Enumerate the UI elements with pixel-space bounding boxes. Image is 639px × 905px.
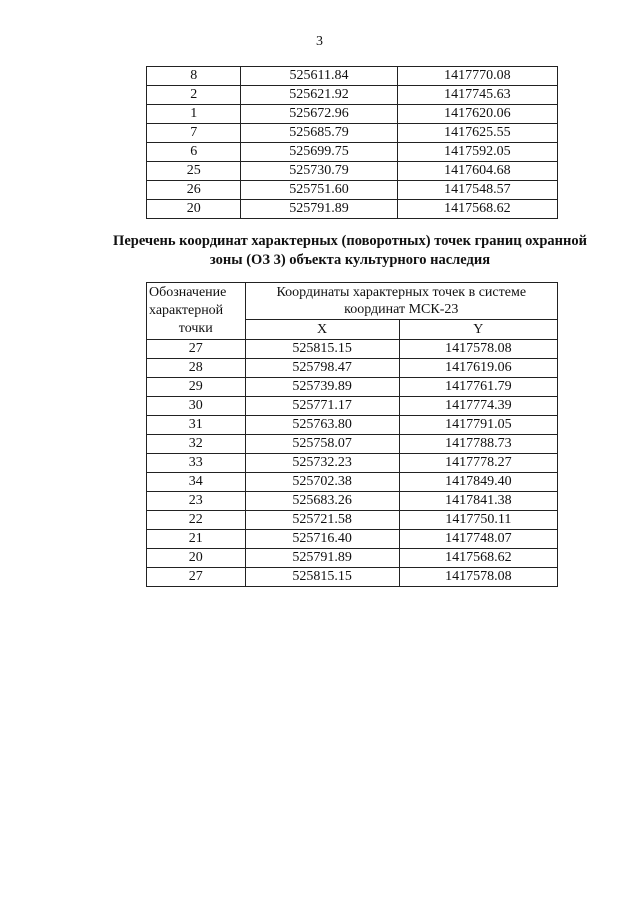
point-cell: 1 (147, 105, 241, 124)
table-row (147, 86, 558, 105)
header-y: Y (399, 319, 557, 339)
table-row (147, 416, 558, 435)
y-cell: 1417748.07 (399, 530, 557, 549)
table-row (147, 492, 558, 511)
y-cell: 1417770.08 (397, 67, 557, 86)
x-cell: 525685.79 (241, 124, 397, 143)
table-row (147, 162, 558, 181)
x-cell: 525791.89 (245, 549, 399, 568)
table-row (147, 359, 558, 378)
table-row (147, 568, 558, 587)
x-cell: 525791.89 (241, 200, 397, 219)
y-cell: 1417761.79 (399, 378, 557, 397)
y-cell: 1417619.06 (399, 359, 557, 378)
table-row (147, 397, 558, 416)
point-cell: 27 (147, 340, 246, 359)
header-x: X (245, 319, 399, 339)
x-cell: 525739.89 (245, 378, 399, 397)
x-cell: 525716.40 (245, 530, 399, 549)
x-cell: 525721.58 (245, 511, 399, 530)
header-point-line-2: характерной (149, 303, 224, 318)
header-coordinates (245, 283, 557, 320)
y-cell: 1417745.63 (397, 86, 557, 105)
section-heading (60, 232, 639, 270)
table-body (147, 340, 558, 587)
y-cell: 1417841.38 (399, 492, 557, 511)
heading-line-2: зоны (ОЗ 3) объекта культурного наследия (209, 252, 491, 268)
header-coordinates-line-1: Координаты характерных точек в системе (276, 284, 527, 300)
header-point-line-3: точки (178, 321, 213, 336)
y-cell: 1417568.62 (397, 200, 557, 219)
table-row (147, 511, 558, 530)
point-cell: 32 (147, 435, 246, 454)
table-row (147, 105, 558, 124)
table-row (147, 340, 558, 359)
point-cell: 27 (147, 568, 246, 587)
header-row-1 (147, 283, 558, 320)
point-cell: 29 (147, 378, 246, 397)
point-cell: 8 (147, 67, 241, 86)
x-cell: 525815.15 (245, 340, 399, 359)
table-row (147, 124, 558, 143)
x-cell: 525815.15 (245, 568, 399, 587)
y-cell: 1417625.55 (397, 124, 557, 143)
x-cell: 525699.75 (241, 143, 397, 162)
header-point-line-1: Обозначение (149, 285, 227, 300)
coordinates-table-continued (146, 66, 558, 219)
y-cell: 1417578.08 (399, 340, 557, 359)
page-number: 3 (316, 34, 323, 49)
table-row (147, 530, 558, 549)
header-point-designation (147, 283, 246, 340)
table-row (147, 378, 558, 397)
point-cell: 2 (147, 86, 241, 105)
point-cell: 22 (147, 511, 246, 530)
point-cell: 23 (147, 492, 246, 511)
table-row (147, 181, 558, 200)
x-cell: 525732.23 (245, 454, 399, 473)
table-row (147, 200, 558, 219)
y-cell: 1417774.39 (399, 397, 557, 416)
y-cell: 1417778.27 (399, 454, 557, 473)
table-row (147, 549, 558, 568)
y-cell: 1417604.68 (397, 162, 557, 181)
y-cell: 1417568.62 (399, 549, 557, 568)
point-cell: 6 (147, 143, 241, 162)
table-row (147, 67, 558, 86)
x-cell: 525751.60 (241, 181, 397, 200)
x-cell: 525702.38 (245, 473, 399, 492)
protection-zone-coordinates-table (146, 282, 558, 587)
point-cell: 21 (147, 530, 246, 549)
point-cell: 28 (147, 359, 246, 378)
y-cell: 1417592.05 (397, 143, 557, 162)
table-row (147, 143, 558, 162)
heading-line-1: Перечень координат характерных (поворотных) точек границ охранной (113, 233, 587, 249)
point-cell: 20 (147, 200, 241, 219)
point-cell: 34 (147, 473, 246, 492)
x-cell: 525798.47 (245, 359, 399, 378)
point-cell: 33 (147, 454, 246, 473)
x-cell: 525672.96 (241, 105, 397, 124)
table-row (147, 435, 558, 454)
coordinates-table-body (147, 67, 558, 219)
table-row (147, 454, 558, 473)
y-cell: 1417750.11 (399, 511, 557, 530)
x-cell: 525683.26 (245, 492, 399, 511)
y-cell: 1417578.08 (399, 568, 557, 587)
y-cell: 1417791.05 (399, 416, 557, 435)
point-cell: 31 (147, 416, 246, 435)
point-cell: 26 (147, 181, 241, 200)
y-cell: 1417788.73 (399, 435, 557, 454)
x-cell: 525771.17 (245, 397, 399, 416)
x-cell: 525758.07 (245, 435, 399, 454)
x-cell: 525730.79 (241, 162, 397, 181)
y-cell: 1417548.57 (397, 181, 557, 200)
y-cell: 1417849.40 (399, 473, 557, 492)
x-cell: 525611.84 (241, 67, 397, 86)
point-cell: 30 (147, 397, 246, 416)
x-cell: 525621.92 (241, 86, 397, 105)
point-cell: 20 (147, 549, 246, 568)
x-cell: 525763.80 (245, 416, 399, 435)
table-header (147, 283, 558, 340)
header-coordinates-line-2: координат МСК-23 (344, 301, 459, 317)
table-row (147, 473, 558, 492)
point-cell: 25 (147, 162, 241, 181)
point-cell: 7 (147, 124, 241, 143)
y-cell: 1417620.06 (397, 105, 557, 124)
